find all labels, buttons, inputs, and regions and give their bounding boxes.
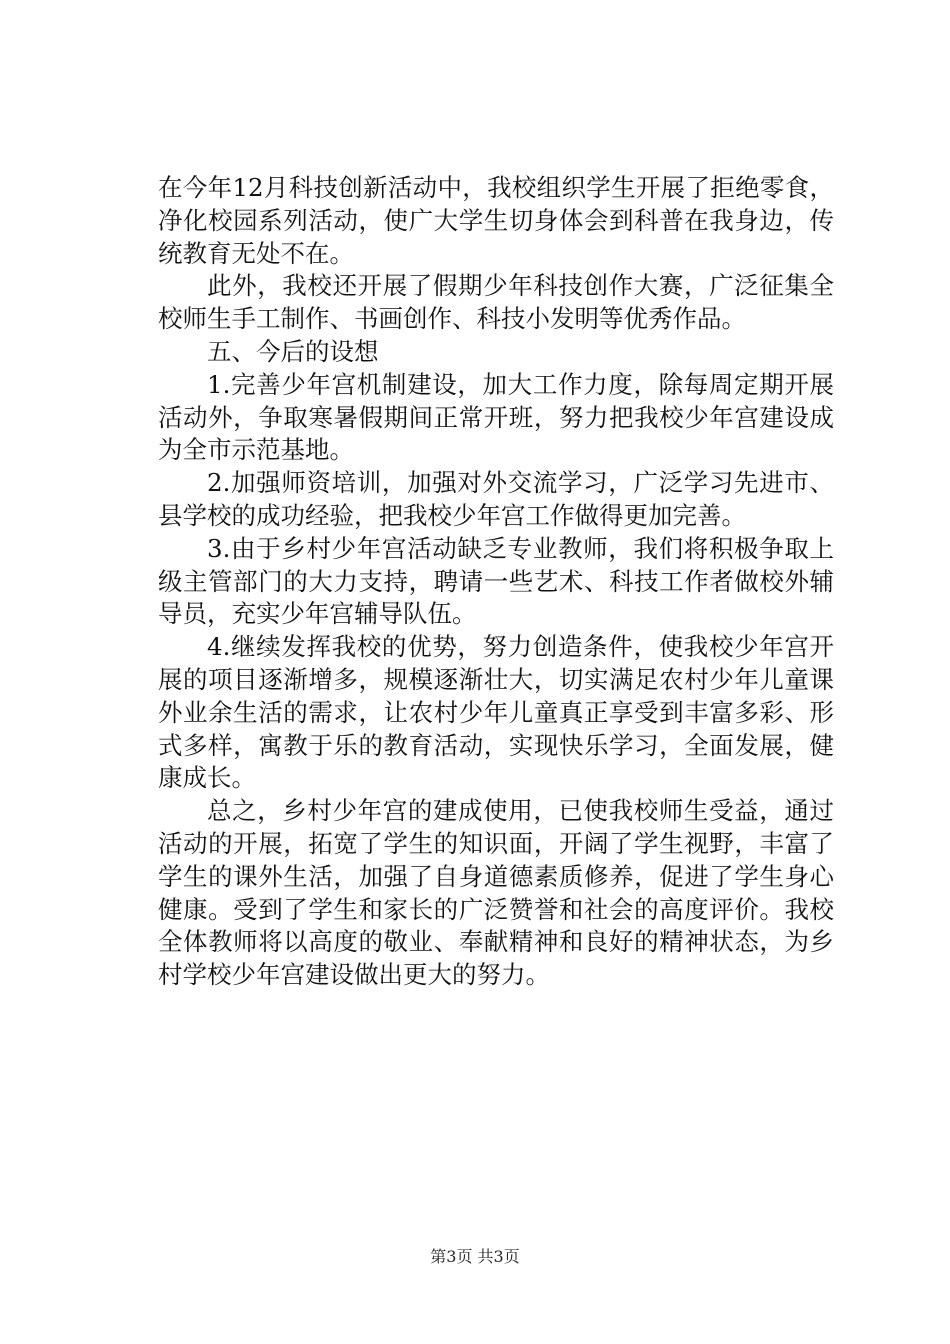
body-text	[158, 172, 834, 992]
paragraph-plan-2: 2.加强师资培训，加强对外交流学习，广泛学习先进市、县学校的成功经验，把我校少年宫工作做得更加完善。	[158, 468, 834, 530]
paragraph-conclusion: 总之，乡村少年宫的建成使用，已使我校师生受益，通过活动的开展，拓宽了学生的知识面，开阔了学生视野，丰富了学生的课外生活，加强了自身道德素质修养，促进了学生身心健康。受到了学生和家长的广泛赞誉和社会的高度评价。我校全体教师将以高度的敬业、奉献精神和良好的精神状态，为乡村学校少年宫建设做出更大的努力。	[158, 796, 834, 990]
paragraph-continuation: 在今年12月科技创新活动中，我校组织学生开展了拒绝零食，净化校园系列活动，使广大学生切身体会到科普在我身边，传统教育无处不在。	[158, 173, 834, 268]
paragraph-plan-1: 1.完善少年宫机制建设，加大工作力度，除每周定期开展活动外，争取寒暑假期间正常开班，努力把我校少年宫建设成为全市示范基地。	[158, 369, 834, 465]
page-number-footer: 第3页 共3页	[430, 1247, 520, 1266]
paragraph-plan-4: 4.继续发挥我校的优势，努力创造条件，使我校少年宫开展的项目逐渐增多，规模逐渐壮大，切实满足农村少年儿童课外业余生活的需求，让农村少年儿童真正享受到丰富多彩、形式多样，寓教于乐的教育活动，实现快乐学习，全面发展，健康成长。	[158, 632, 834, 793]
paragraph-competition: 此外，我校还开展了假期少年科技创作大赛，广泛征集全校师生手工制作、书画创作、科技小发明等优秀作品。	[158, 271, 834, 334]
section-heading-future-plans: 五、今后的设想	[207, 336, 379, 366]
paragraph-plan-3: 3.由于乡村少年宫活动缺乏专业教师，我们将积极争取上级主管部门的大力支持，聘请一些艺术、科技工作者做校外辅导员，充实少年宫辅导队伍。	[158, 533, 834, 629]
